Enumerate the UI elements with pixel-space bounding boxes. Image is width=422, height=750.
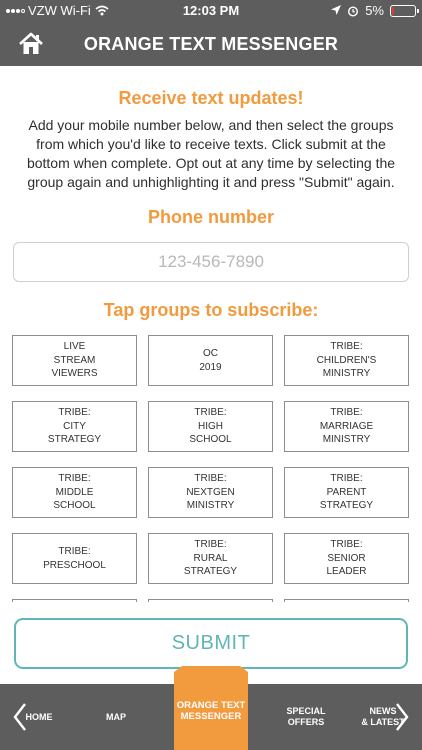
- group-button[interactable]: TRIBE: SENIOR LEADER: [284, 533, 409, 584]
- home-icon: [18, 31, 44, 57]
- receive-heading: Receive text updates!: [118, 88, 304, 108]
- submit-button[interactable]: SUBMIT: [14, 618, 408, 669]
- group-button[interactable]: LIVE STREAM VIEWERS: [12, 335, 137, 386]
- active-tab-notch: [174, 666, 248, 672]
- bottom-tab-bar: [0, 684, 422, 750]
- phone-heading: Phone number: [147, 207, 274, 227]
- intro-text: Add your mobile number below, and then select the groups from which you'd like to receive texts. Click submit at the bottom when complete. Opt out at any time by selecting the group again and unhighlighting it and press "Submit" again.: [26, 117, 396, 190]
- group-button[interactable]: TRIBE: CHILDREN'S MINISTRY: [284, 335, 409, 386]
- main-content[interactable]: [0, 66, 422, 602]
- group-button[interactable]: TRIBE: CITY STRATEGY: [12, 401, 137, 452]
- tab-map[interactable]: MAP: [106, 711, 126, 722]
- battery-icon: [390, 5, 416, 17]
- group-button[interactable]: OC 2019: [148, 335, 273, 386]
- tab-orange-text-messenger[interactable]: [174, 672, 248, 750]
- location-icon: [331, 5, 341, 16]
- status-right: [331, 3, 416, 18]
- app-header: [0, 22, 422, 66]
- chevron-right-icon[interactable]: [394, 702, 410, 732]
- tab-label: ORANGE TEXT MESSENGER: [176, 699, 246, 722]
- home-button[interactable]: [18, 31, 44, 57]
- alarm-icon: [347, 5, 359, 17]
- battery-percent: 5%: [365, 3, 384, 18]
- group-button[interactable]: TRIBE: PARENT STRATEGY: [284, 467, 409, 518]
- status-bar: [0, 0, 422, 22]
- group-button[interactable]: TRIBE: HIGH SCHOOL: [148, 401, 273, 452]
- group-button[interactable]: TRIBE: MIDDLE SCHOOL: [12, 467, 137, 518]
- group-button[interactable]: TRIBE: PRESCHOOL: [12, 533, 137, 584]
- phone-number-input[interactable]: [13, 242, 409, 282]
- tab-home[interactable]: HOME: [25, 711, 53, 722]
- group-button[interactable]: TRIBE: RURAL STRATEGY: [148, 533, 273, 584]
- tab-special-offers[interactable]: SPECIAL OFFERS: [286, 706, 326, 727]
- status-time: 12:03 PM: [182, 3, 240, 18]
- group-button[interactable]: TRIBE: NEXTGEN MINISTRY: [148, 467, 273, 518]
- tab-news-latest[interactable]: NEWS & LATEST: [361, 706, 405, 727]
- battery-level: [392, 7, 394, 15]
- group-button[interactable]: TRIBE: MARRIAGE MINISTRY: [284, 401, 409, 452]
- groups-heading: Tap groups to subscribe:: [103, 300, 319, 320]
- page-title: ORANGE TEXT MESSENGER: [83, 33, 339, 54]
- carrier-label: VZW Wi-Fi: [28, 3, 91, 18]
